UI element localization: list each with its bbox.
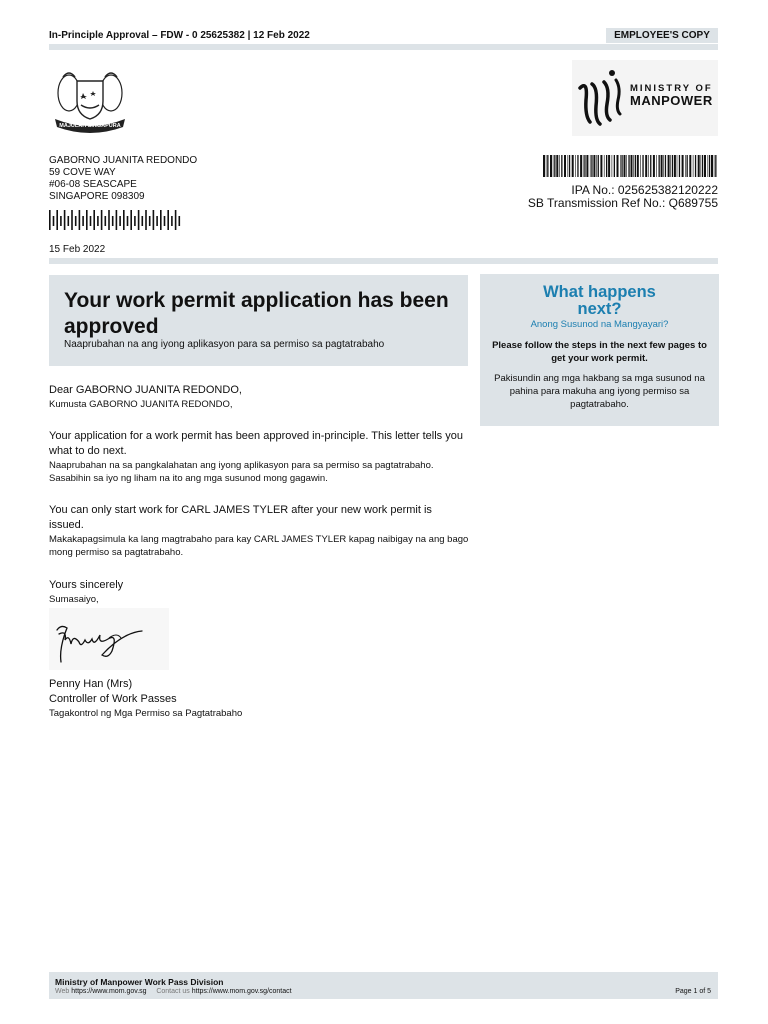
page-subtitle: Naaprubahan na ang iyong aplikasyon para sa permiso sa pagtatrabaho [64, 339, 385, 350]
singapore-crest-icon [47, 63, 133, 135]
address-line: 59 COVE WAY [49, 167, 116, 178]
paragraph-employer-fil: Makakapagsimula ka lang magtrabaho para kay CARL JAMES TYLER kapag naibigay na ang bago mong permiso sa pagtatrabaho. [49, 534, 469, 558]
copy-tag: EMPLOYEE'S COPY [606, 28, 718, 43]
closing-fil: Sumasaiyo, [49, 594, 99, 605]
signature-icon [49, 608, 169, 670]
next-steps-title-text: What happens next? [543, 283, 656, 318]
address-line: #06-08 SEASCAPE [49, 179, 137, 190]
greeting-en: Dear GABORNO JUANITA REDONDO, [49, 384, 242, 396]
reference-numbers [528, 184, 718, 210]
greeting-fil: Kumusta GABORNO JUANITA REDONDO, [49, 399, 233, 410]
next-steps-title [480, 284, 719, 318]
letter-date: 15 Feb 2022 [49, 244, 106, 255]
paragraph-approval-en: Your application for a work permit has been approved in-principle. This letter tells you what to do next. [49, 430, 463, 457]
signer-title: Controller of Work Passes [49, 693, 177, 705]
next-steps-instruction: Please follow the steps in the next few pages to get your work permit. [492, 340, 707, 364]
next-steps-instruction-fil: Pakisundin ang mga hakbang sa mga susunod na pahina para makuha ang iyong permiso sa pagtatrabaho. [494, 373, 705, 410]
page-number: Page 1 of 5 [675, 988, 711, 995]
closing-en: Yours sincerely [49, 579, 124, 591]
header-divider [49, 44, 718, 50]
greeting [49, 383, 469, 411]
signer-block [49, 677, 469, 720]
footer-links [55, 988, 292, 995]
section-divider [49, 258, 718, 264]
signer-name: Penny Han (Mrs) [49, 678, 133, 690]
mom-wordmark [630, 84, 713, 108]
paragraph-approval [49, 429, 469, 485]
svg-text:MAJULAH SINGAPURA: MAJULAH SINGAPURA [59, 123, 121, 129]
recipient-address [49, 155, 197, 203]
next-steps-subtitle: Anong Susunod na Mangyayari? [530, 319, 669, 330]
barcode-icon [543, 155, 718, 177]
address-line: GABORNO JUANITA REDONDO [49, 155, 198, 166]
paragraph-approval-fil: Naaprubahan na sa pangkalahatan ang iyong aplikasyon para sa permiso sa pagtatrabaho. Sasabihin sa iyo ng liham na ito ang mga susunod mong gagawin. [49, 460, 434, 484]
sb-transmission-ref: SB Transmission Ref No.: Q689755 [527, 196, 718, 210]
mom-line2: MANPOWER [630, 92, 713, 108]
ipa-number: IPA No.: 025625382120222 [571, 183, 718, 197]
paragraph-employer-en: You can only start work for CARL JAMES TYLER after your new work permit is issued. [49, 504, 432, 531]
address-line: SINGAPORE 098309 [49, 191, 145, 202]
page-title: Your work permit application has been approved [64, 289, 449, 338]
postal-barcode-icon [49, 210, 184, 230]
reference-line: In-Principle Approval – FDW - 0 25625382 | 12 Feb 2022 [49, 30, 310, 41]
footer-org: Ministry of Manpower Work Pass Division [55, 977, 224, 987]
mom-logo-icon [572, 66, 632, 134]
paragraph-employer [49, 503, 469, 559]
contact-link[interactable]: https://www.mom.gov.sg/contact [191, 988, 292, 995]
signer-title-fil: Tagakontrol ng Mga Permiso sa Pagtatrabaho [49, 708, 243, 719]
mom-line1: MINISTRY OF [630, 83, 713, 94]
closing [49, 578, 469, 606]
web-link[interactable]: https://www.mom.gov.sg [71, 988, 147, 995]
contact-label: Contact us [156, 988, 190, 995]
web-label: Web [55, 988, 70, 995]
